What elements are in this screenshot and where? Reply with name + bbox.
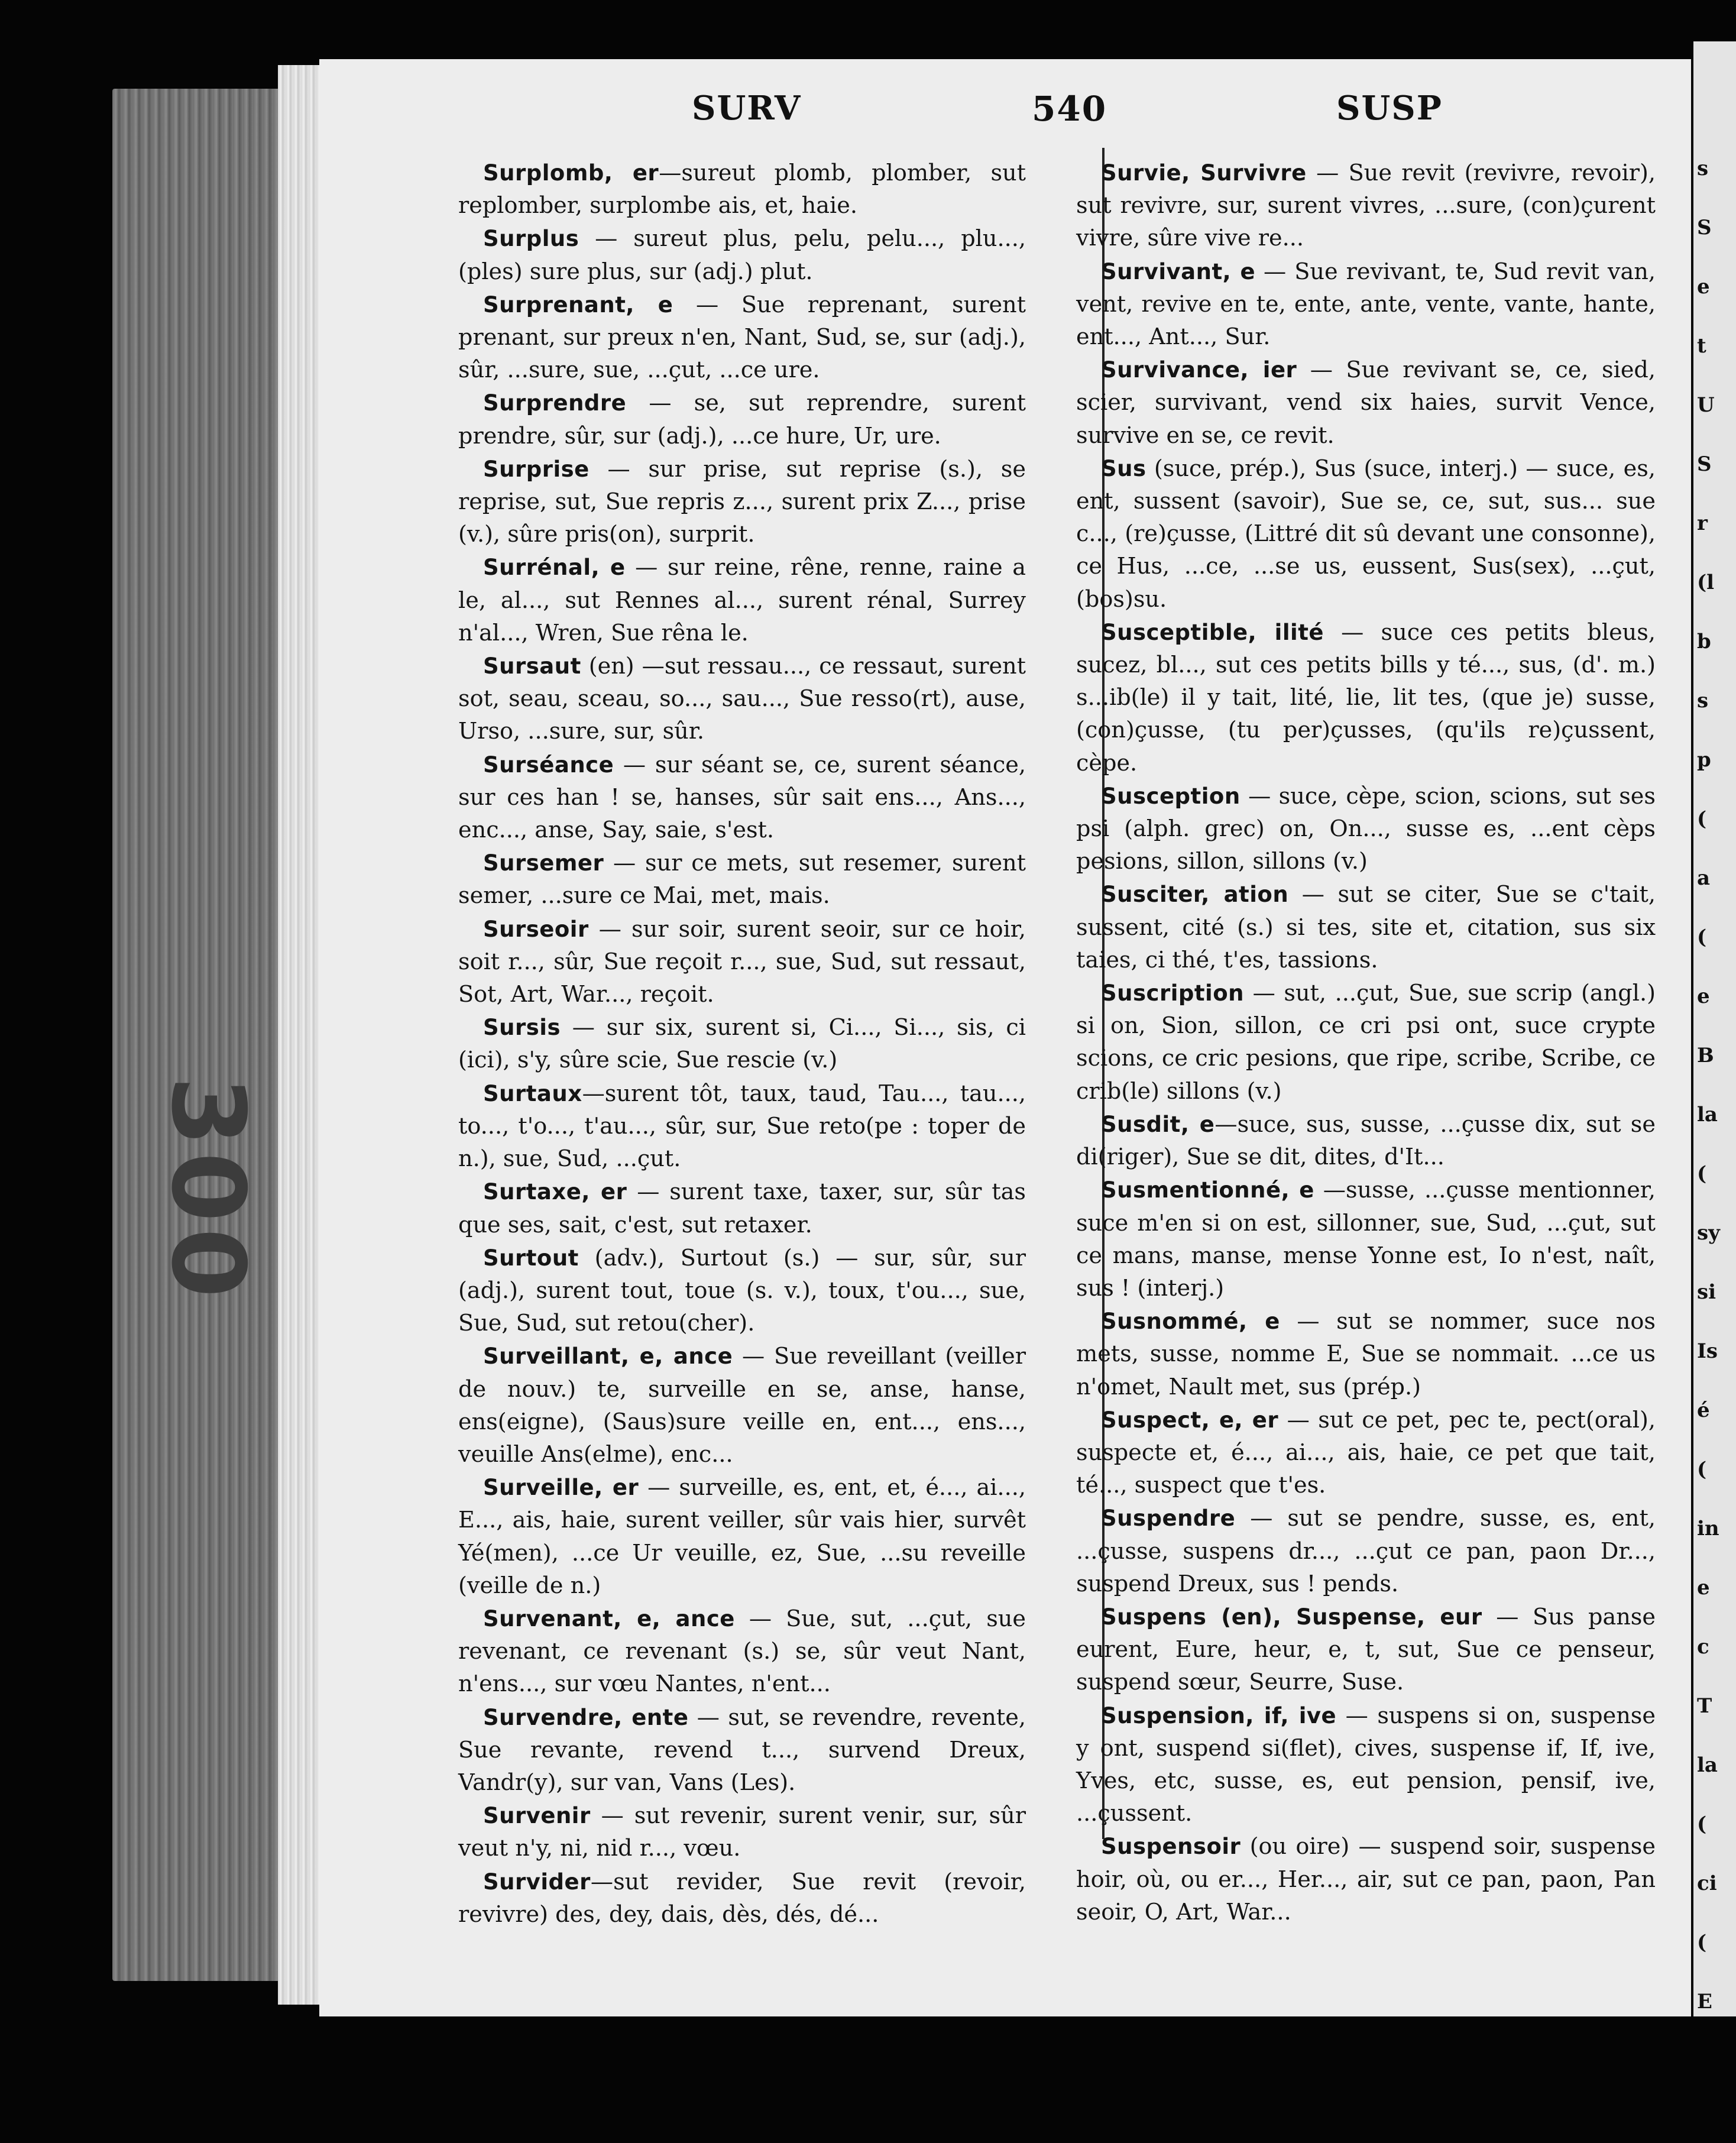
- entry-text: — sut, se revendre, revente, Sue revante, revend t..., survend Dreux, Vandr(y), sur van, Vans (Les).: [458, 1704, 1026, 1796]
- dictionary-entry: [458, 1701, 1026, 1800]
- entry-headword: Susdit, e: [1101, 1111, 1215, 1137]
- entry-text: — Sus panse eurent, Eure, heur, e, t, sut, Sue ce penseur, suspend sœur, Seurre, Suse.: [1076, 1604, 1656, 1696]
- entry-text: — sut se citer, Sue se c'tait, sussent, cité (s.) si tes, site et, citation, sus six taies, ci thé, t'es, tassions.: [1076, 882, 1656, 973]
- entry-text: — Sue revit (revivre, revoir), sut revivre, sur, surent vivres, ...sure, (con)çurent vivre, sûre vive re...: [1076, 160, 1656, 252]
- entry-text: — sur soir, surent seoir, sur ce hoir, soit r..., sûr, Sue reçoit r..., sue, Sud, sut ressaut, Sot, Art, War..., reçoit.: [458, 916, 1026, 1008]
- entry-headword: Susciter, ation: [1101, 882, 1289, 908]
- dictionary-entry: [1076, 977, 1656, 1108]
- margin-fragment: T: [1697, 1694, 1712, 1718]
- entry-text: —sureut plomb, plomber, sut replomber, surplombe ais, et, haie.: [458, 160, 1026, 219]
- entry-headword: Susmentionné, e: [1101, 1177, 1314, 1203]
- margin-fragment: b: [1697, 630, 1711, 653]
- dictionary-entry: [458, 1866, 1026, 1931]
- entry-text: —sut revider, Sue revit (revoir, revivre) des, dey, dais, dès, dés, dé...: [458, 1869, 1026, 1928]
- page-stack-edge: [278, 65, 325, 2005]
- dictionary-entry: [458, 453, 1026, 552]
- margin-fragment: (: [1697, 925, 1707, 949]
- margin-fragment: (: [1697, 1812, 1707, 1836]
- dictionary-entry: [458, 650, 1026, 749]
- margin-fragment: la: [1697, 1753, 1718, 1777]
- entry-text: —surent tôt, taux, taud, Tau..., tau..., to..., t'o..., t'au..., sûr, sur, Sue reto(pe : toper de n.), sue, Sud, ...çut.: [458, 1080, 1026, 1173]
- dictionary-entry: [458, 387, 1026, 452]
- margin-fragment: si: [1697, 1280, 1716, 1304]
- dictionary-entry: [458, 1799, 1026, 1865]
- dictionary-entry: [1076, 1601, 1656, 1699]
- margin-fragment: s: [1697, 689, 1709, 713]
- entry-headword: Sursemer: [483, 850, 604, 876]
- entry-headword: Survider: [483, 1869, 591, 1895]
- dictionary-entry: [1076, 878, 1656, 977]
- entry-headword: Surprendre: [483, 390, 627, 416]
- entry-headword: Suspension, if, ive: [1101, 1702, 1337, 1728]
- entry-headword: Sursis: [483, 1015, 561, 1041]
- running-head-left: SURV: [692, 89, 802, 128]
- entry-text: — sur séant se, ce, surent séance, sur ces han ! se, hanses, sûr sait ens..., Ans..., enc..., anse, Say, saie, s'est.: [458, 752, 1026, 844]
- entry-headword: Susception: [1101, 783, 1241, 809]
- dictionary-entry: [458, 157, 1026, 222]
- entry-text: — surveille, es, ent, et, é..., ai..., E..., ais, haie, surent veiller, sûr vais hier, survêt Yé(men), ...ce Ur veuille, ez, Sue, ...su reveille (veille de n.): [458, 1475, 1026, 1599]
- entry-text: — sut, ...çut, Sue, sue scrip (angl.) si on, Sion, sillon, ce cri psi ont, suce crypte scions, ce cric pesions, que ripe, scribe, Scribe, ce crib(le) sillons (v.): [1076, 980, 1656, 1105]
- entry-text: (en) —sut ressau..., ce ressaut, surent sot, seau, sceau, so..., sau..., Sue resso(rt), ause, Urso, ...sure, sur, sûr.: [458, 653, 1026, 745]
- dictionary-entry: [1076, 255, 1656, 354]
- entry-headword: Surplus: [483, 226, 579, 252]
- entry-headword: Survie, Survivre: [1101, 160, 1307, 186]
- entry-headword: Surveillant, e, ance: [483, 1344, 733, 1370]
- entry-headword: Sus: [1101, 455, 1146, 481]
- entry-headword: Surtaux: [483, 1080, 582, 1106]
- margin-fragment: e: [1697, 275, 1710, 299]
- dictionary-entry: [458, 222, 1026, 288]
- page-number: 540: [1032, 89, 1107, 129]
- entry-headword: Survivance, ier: [1101, 357, 1297, 383]
- dictionary-entry: [458, 1242, 1026, 1341]
- entry-text: —suce, sus, susse, ...çusse dix, sut se di(riger), Sue se dit, dites, d'It...: [1076, 1111, 1656, 1171]
- entry-text: — sut se pendre, susse, es, ent, ...çusse, suspens dr..., ...çut ce pan, paon Dr..., suspend Dreux, sus ! pends.: [1076, 1506, 1656, 1597]
- margin-fragment: t: [1697, 334, 1706, 358]
- left-column: [458, 157, 1026, 1931]
- dictionary-entry: [1076, 354, 1656, 452]
- margin-fragment: U: [1697, 393, 1715, 417]
- entry-text: — sur ce mets, sut resemer, surent semer, ...sure ce Mai, met, mais.: [458, 850, 1026, 909]
- entry-headword: Suspensoir: [1101, 1834, 1241, 1860]
- margin-fragment: e: [1697, 985, 1710, 1008]
- entry-text: — Sue revivant, te, Sud revit van, vent, revive en te, ente, ante, vente, vante, hante, ent..., Ant..., Sur.: [1076, 258, 1656, 351]
- margin-fragment: S: [1697, 452, 1712, 476]
- dictionary-entry: [458, 1077, 1026, 1176]
- dictionary-entry: [1076, 780, 1656, 879]
- entry-text: — Sue reveillant (veiller de nouv.) te, surveille en se, anse, hanse, ens(eigne), (Saus)sure veille en, ent..., ens..., veuille Ans(elme), enc...: [458, 1344, 1026, 1468]
- entry-headword: Surplomb, er: [483, 160, 659, 186]
- margin-fragment: B: [1697, 1044, 1714, 1067]
- right-column: [1076, 157, 1656, 1929]
- margin-fragment: (: [1697, 807, 1707, 831]
- dictionary-entry: [1076, 157, 1656, 255]
- entry-text: (suce, prép.), Sus (suce, interj.) — suce, es, ent, sussent (savoir), Sue se, ce, sut, sus... sue c..., (re)çusse, (Littré dit sû devant une consonne), ce Hus, ...ce, ...se us, eussent, Sus(sex), ...çut, (bos)su.: [1076, 455, 1656, 613]
- dictionary-entry: [458, 913, 1026, 1012]
- dictionary-entry: [458, 1340, 1026, 1471]
- dictionary-entry: [458, 1603, 1026, 1701]
- entry-headword: Surprise: [483, 456, 590, 482]
- margin-fragment: S: [1697, 216, 1712, 239]
- entry-text: — surent taxe, taxer, sur, sûr tas que ses, sait, c'est, sut retaxer.: [458, 1179, 1026, 1238]
- entry-text: (adv.), Surtout (s.) — sur, sûr, sur (adj.), surent tout, toue (s. v.), toux, t'ou..., sue, Sue, Sud, sut retou(cher).: [458, 1245, 1026, 1337]
- entry-text: — suspens si on, suspense y ont, suspend si(flet), cives, suspense if, If, ive, Yves, etc, susse, es, eut pension, pensif, ive, ...çussent.: [1076, 1702, 1656, 1827]
- entry-headword: Suspect, e, er: [1101, 1407, 1279, 1433]
- margin-fragment: (: [1697, 1931, 1707, 1954]
- entry-text: — Sue, sut, ...çut, sue revenant, ce revenant (s.) se, sûr veut Nant, n'ens..., sur vœu Nantes, n'ent...: [458, 1605, 1026, 1698]
- margin-fragment: Is: [1697, 1339, 1718, 1363]
- margin-fragment: la: [1697, 1103, 1718, 1126]
- entry-headword: Surtout: [483, 1245, 579, 1271]
- entry-text: — sureut plus, pelu, pelu..., plu..., (ples) sure plus, sur (adj.) plut.: [458, 226, 1026, 285]
- entry-headword: Susceptible, ilité: [1101, 619, 1324, 645]
- dictionary-entry: [458, 749, 1026, 847]
- entry-headword: Survivant, e: [1101, 258, 1256, 284]
- margin-fragment: a: [1697, 866, 1711, 890]
- spine-stamp: 300: [149, 1076, 266, 1304]
- dictionary-entry: [1076, 1830, 1656, 1929]
- entry-headword: Surrénal, e: [483, 555, 626, 581]
- entry-text: — sur reine, rêne, renne, raine a le, al..., sut Rennes al..., surent rénal, Surrey n'al..., Wren, Sue rêna le.: [458, 555, 1026, 646]
- entry-headword: Suspens (en), Suspense, eur: [1101, 1604, 1482, 1630]
- dictionary-entry: [1076, 616, 1656, 780]
- entry-headword: Suscription: [1101, 980, 1244, 1006]
- margin-fragment: r: [1697, 512, 1708, 535]
- margin-fragment: é: [1697, 1399, 1710, 1422]
- dictionary-entry: [1076, 1174, 1656, 1305]
- dictionary-entry: [1076, 1305, 1656, 1404]
- margin-fragment: (: [1697, 1458, 1707, 1481]
- dictionary-entry: [1076, 1404, 1656, 1503]
- entry-text: —susse, ...çusse mentionner, suce m'en si on est, sillonner, sue, Sud, ...çut, sut ce mans, manse, mense Yonne est, Io n'est, naît, sus ! (interj.): [1076, 1177, 1656, 1302]
- entry-text: — sut se nommer, suce nos mets, susse, nomme E, Sue se nommait. ...ce us n'omet, Nault met, sus (prép.): [1076, 1309, 1656, 1400]
- dictionary-entry: [1076, 1108, 1656, 1174]
- next-page-edge: [1693, 41, 1736, 2016]
- margin-fragment: in: [1697, 1517, 1719, 1540]
- entry-text: — sut revenir, surent venir, sur, sûr veut n'y, ni, nid r..., vœu.: [458, 1803, 1026, 1862]
- margin-fragment: p: [1697, 748, 1711, 772]
- margin-fragment: ci: [1697, 1872, 1717, 1895]
- dictionary-entry: [458, 847, 1026, 912]
- margin-fragment: c: [1697, 1635, 1709, 1659]
- dictionary-entry: [1076, 452, 1656, 616]
- entry-text: — sur prise, sut reprise (s.), se reprise, sut, Sue repris z..., surent prix Z..., prise (v.), sûre pris(on), surprit.: [458, 456, 1026, 548]
- margin-fragment: E: [1697, 1990, 1712, 2013]
- entry-headword: Surseoir: [483, 916, 589, 942]
- dictionary-entry: [458, 1471, 1026, 1603]
- entry-headword: Susnommé, e: [1101, 1309, 1280, 1335]
- entry-text: — sur six, surent si, Ci..., Si..., sis, ci (ici), s'y, sûre scie, Sue rescie (v.): [458, 1015, 1026, 1074]
- entry-text: — Sue revivant se, ce, sied, scier, survivant, vend six haies, survit Vence, survive en se, ce revit.: [1076, 357, 1656, 449]
- entry-headword: Survenant, e, ance: [483, 1605, 735, 1631]
- running-head-right: SUSP: [1336, 89, 1443, 128]
- dictionary-entry: [458, 1011, 1026, 1077]
- entry-headword: Surprenant, e: [483, 292, 673, 318]
- dictionary-entry: [458, 1176, 1026, 1241]
- entry-text: — suce, cèpe, scion, scions, sut ses psi (alph. grec) on, On..., susse es, ...ent cèps pesions, sillon, sillons (v.): [1076, 783, 1656, 875]
- entry-headword: Survendre, ente: [483, 1704, 689, 1730]
- entry-headword: Surtaxe, er: [483, 1179, 627, 1205]
- margin-fragment: e: [1697, 1576, 1710, 1600]
- entry-headword: Surséance: [483, 752, 614, 778]
- entry-text: — Sue reprenant, surent prenant, sur preux n'en, Nant, Sud, se, sur (adj.), sûr, ...sure, sue, ...çut, ...ce ure.: [458, 292, 1026, 384]
- entry-headword: Sursaut: [483, 653, 581, 679]
- entry-headword: Suspendre: [1101, 1506, 1236, 1532]
- margin-fragment: (l: [1697, 571, 1715, 594]
- entry-text: — suce ces petits bleus, sucez, bl..., sut ces petits bills y té..., sus, (d'. m.) s...ib(le) il y tait, lité, lie, lit tes, (que je) susse, (con)çusse, (tu per)çusses, (qu'ils re)çussent, cèpe.: [1076, 619, 1656, 776]
- entry-text: (ou oire) — suspend soir, suspense hoir, où, ou er..., Her..., air, sut ce pan, paon, Pan seoir, O, Art, War...: [1076, 1834, 1656, 1925]
- margin-fragment: s: [1697, 157, 1709, 180]
- entry-headword: Survenir: [483, 1803, 591, 1829]
- book-fore-edge: [112, 89, 284, 1981]
- dictionary-entry: [1076, 1502, 1656, 1601]
- entry-text: — se, sut reprendre, surent prendre, sûr, sur (adj.), ...ce hure, Ur, ure.: [458, 390, 1026, 449]
- margin-fragment: sy: [1697, 1221, 1720, 1245]
- dictionary-entry: [458, 551, 1026, 650]
- dictionary-entry: [458, 289, 1026, 387]
- entry-text: — sut ce pet, pec te, pect(oral), suspecte et, é..., ai..., ais, haie, ce pet que tait, té..., suspect que t'es.: [1076, 1407, 1656, 1499]
- margin-fragment: (: [1697, 1162, 1707, 1186]
- dictionary-entry: [1076, 1699, 1656, 1831]
- entry-headword: Surveille, er: [483, 1475, 639, 1501]
